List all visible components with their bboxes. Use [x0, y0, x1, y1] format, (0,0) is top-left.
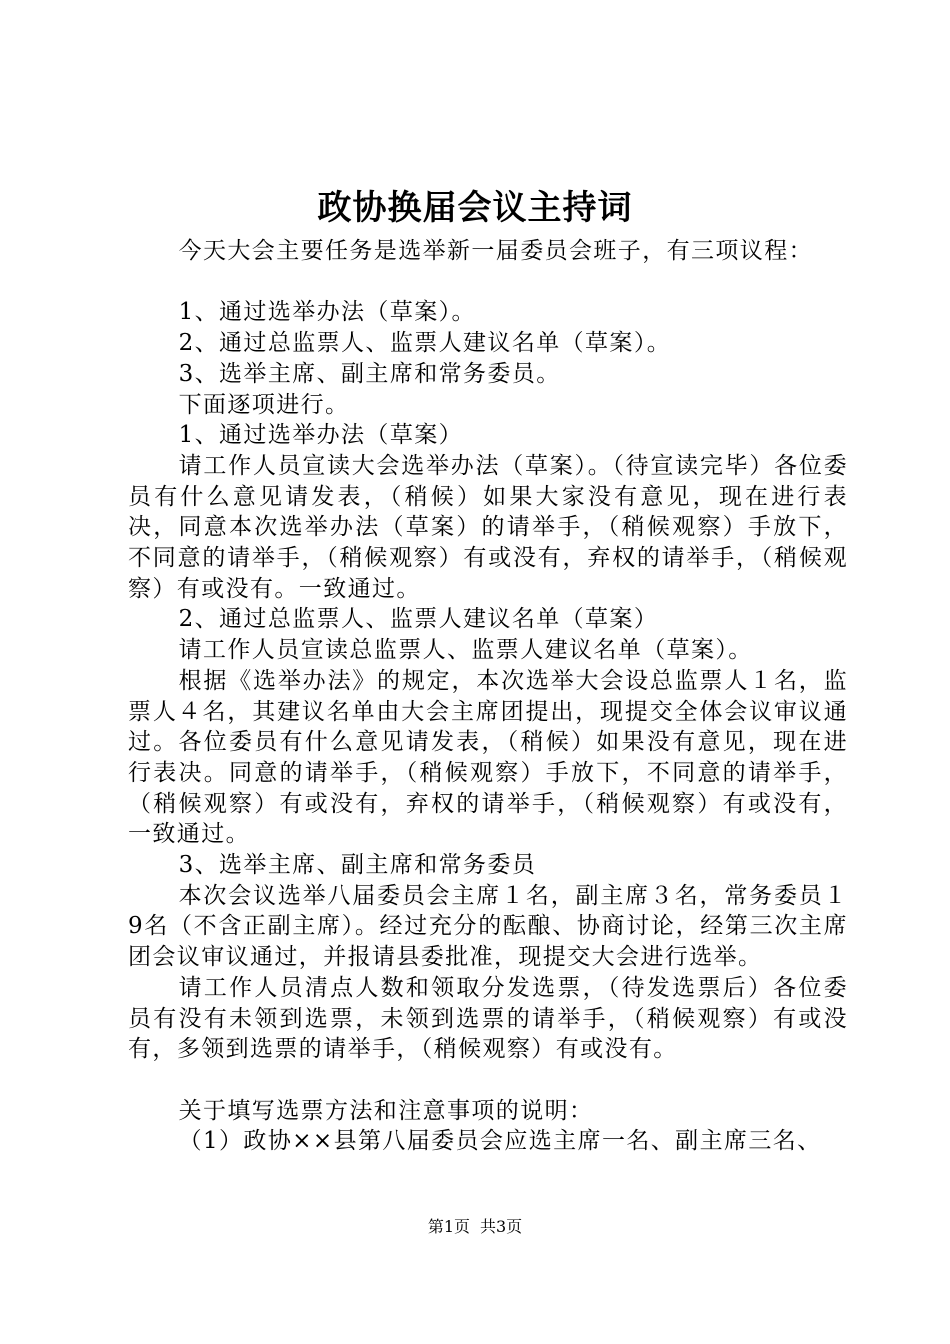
paragraph-proceed: 下面逐项进行。 [178, 391, 350, 418]
section-heading-3: 3、选举主席、副主席和常务委员 [178, 852, 537, 879]
paragraph-section-2-body: 根据《选举办法》的规定，本次选举大会设总监票人１名，监票人４名，其建议名单由大会主席团提出，现提交全体会议审议通过。各位委员有什么意见请发表，（稍候）如果没有意见，现在进行表决。同意的请举手，（稍候观察）手放下，不同意的请举手，（稍候观察）有或没有，弃权的请举手，（稍候观察）有或没有，一致通过。 [128, 667, 848, 848]
paragraph-ballot-distribution: 请工作人员清点人数和领取分发选票，（待发选票后）各位委员有没有未领到选票，未领到选票的请举手，（稍候观察）有或没有，多领到选票的请举手，（稍候观察）有或没有。 [128, 974, 848, 1063]
section-heading-2: 2、通过总监票人、监票人建议名单（草案） [178, 606, 659, 633]
blank-line [128, 267, 848, 298]
paragraph-ballot-instructions-heading: 关于填写选票方法和注意事项的说明： [178, 1097, 594, 1124]
section-heading-1: 1、通过选举办法（草案） [178, 422, 464, 449]
paragraph-section-2-read: 请工作人员宣读总监票人、监票人建议名单（草案）。 [178, 637, 753, 664]
page-footer [0, 1217, 950, 1237]
paragraph-agenda-intro: 今天大会主要任务是选举新一届委员会班子，有三项议程： [178, 238, 813, 264]
page-number: 第1页 [427, 1217, 470, 1236]
paragraph-ballot-instruction-1: （1）政协××县第八届委员会应选主席一名、副主席三名、 [178, 1128, 822, 1155]
page-total: 共3页 [480, 1217, 523, 1236]
paragraph-agenda-item-3: 3、选举主席、副主席和常务委员。 [178, 360, 561, 387]
paragraph-agenda-item-2: 2、通过总监票人、监票人建议名单（草案）。 [178, 330, 672, 357]
paragraph-agenda-item-1: 1、通过选举办法（草案）。 [178, 299, 476, 326]
document-body [128, 236, 848, 1157]
document-title: 政协换届会议主持词 [317, 188, 633, 228]
blank-line [128, 1065, 848, 1096]
paragraph-section-3-body: 本次会议选举八届委员会主席１名，副主席３名，常务委员１9名（不含正副主席）。经过充分的酝酿、协商讨论，经第三次主席团会议审议通过，并报请县委批准，现提交大会进行选举。 [128, 882, 848, 971]
paragraph-section-1-body: 请工作人员宣读大会选举办法（草案）。（待宣读完毕）各位委员有什么意见请发表，（稍候）如果大家没有意见，现在进行表决，同意本次选举办法（草案）的请举手，（稍候观察）手放下，不同意的请举手，（稍候观察）有或没有，弃权的请举手，（稍候观察）有或没有。一致通过。 [128, 452, 848, 602]
